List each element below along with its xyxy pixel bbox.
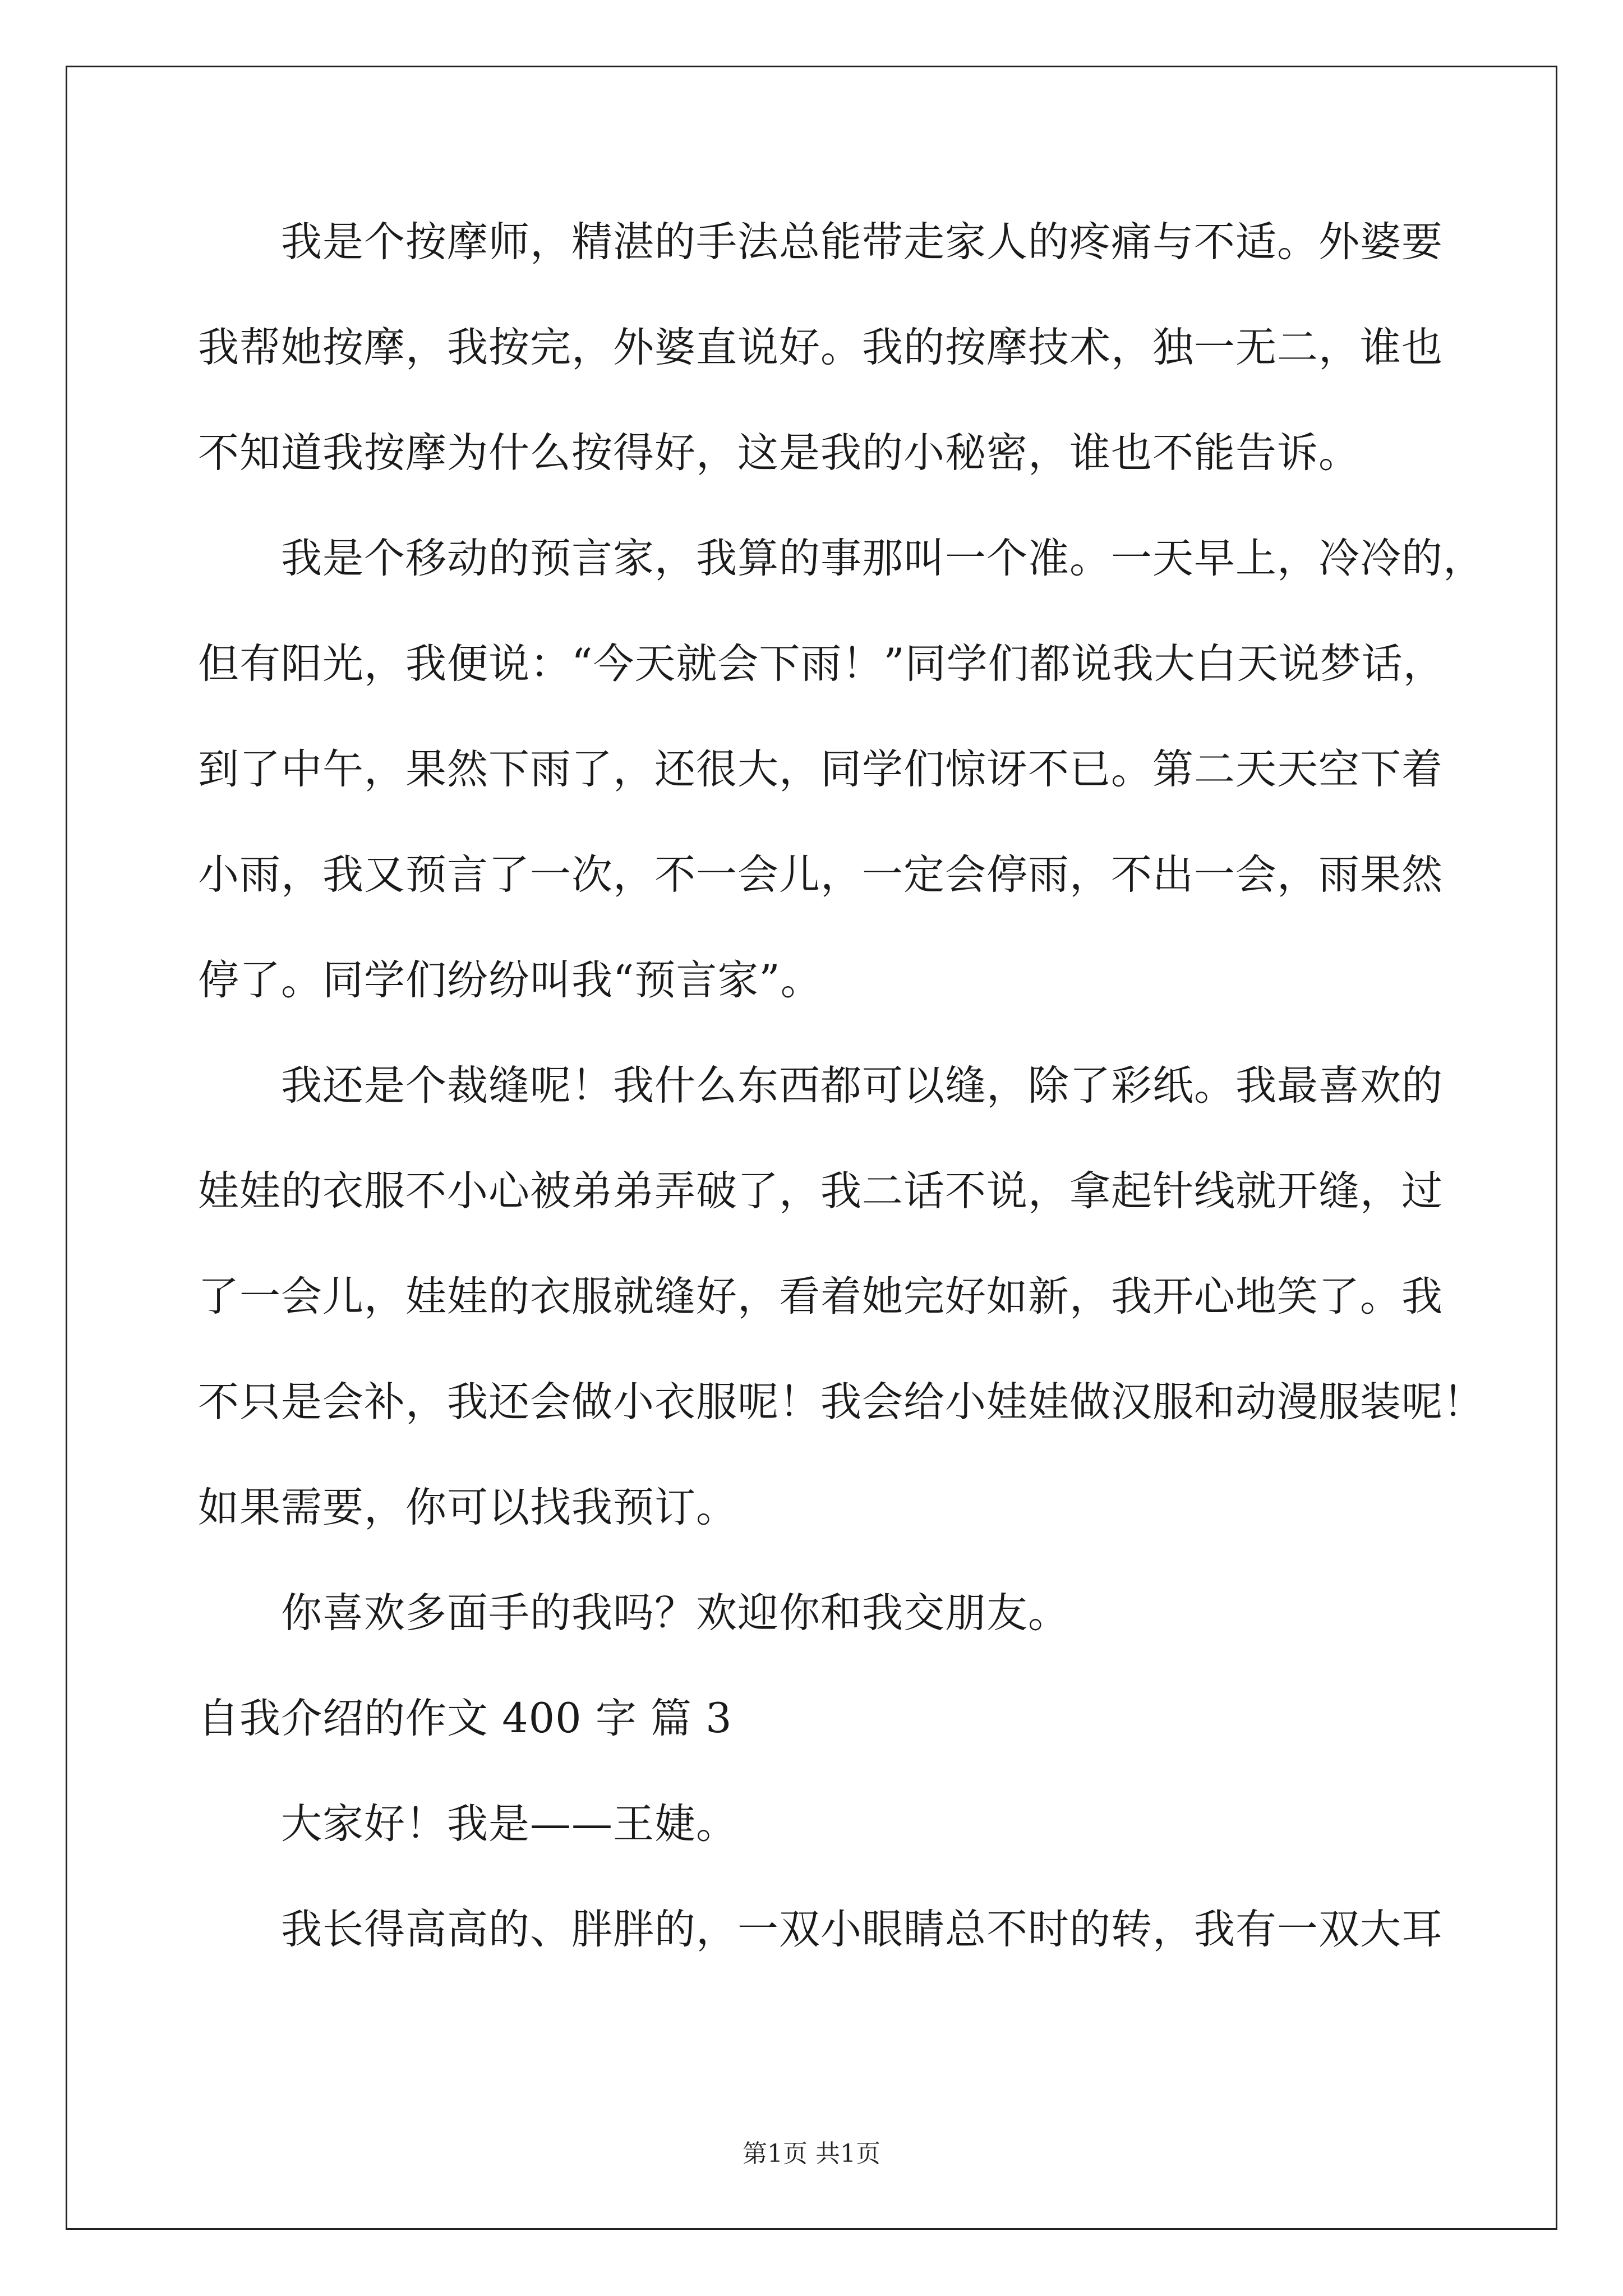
text-line: 我是个按摩师，精湛的手法总能带走家人的疼痛与不适。外婆要 xyxy=(198,218,1443,266)
text-line: 小雨，我又预言了一次，不一会儿，一定会停雨，不出一会，雨果然 xyxy=(198,851,1443,899)
text-line: 娃娃的衣服不小心被弟弟弄破了，我二话不说，拿起针线就开缝，过 xyxy=(198,1167,1443,1215)
text-line: 如果需要，你可以找我预订。 xyxy=(198,1484,737,1531)
text-line: 到了中午，果然下雨了，还很大，同学们惊讶不已。第二天天空下着 xyxy=(198,746,1443,793)
text-line: 停了。同学们纷纷叫我“预言家”。 xyxy=(198,956,822,1004)
text-line: 我还是个裁缝呢！我什么东西都可以缝，除了彩纸。我最喜欢的 xyxy=(198,1062,1443,1110)
text-line: 不知道我按摩为什么按得好，这是我的小秘密，谁也不能告诉。 xyxy=(198,429,1360,477)
text-line: 我是个移动的预言家，我算的事那叫一个准。一天早上，冷冷的， xyxy=(198,535,1484,582)
page-number-footer: 第1页 共1页 xyxy=(743,2139,880,2168)
text-line: 不只是会补，我还会做小衣服呢！我会给小娃娃做汉服和动漫服装呢！ xyxy=(198,1378,1484,1426)
text-line: 了一会儿，娃娃的衣服就缝好，看着她完好如新，我开心地笑了。我 xyxy=(198,1273,1443,1320)
section-heading: 自我介绍的作文 400 字 篇 3 xyxy=(198,1695,732,1742)
text-line: 但有阳光，我便说：“今天就会下雨！”同学们都说我大白天说梦话， xyxy=(198,640,1445,688)
text-line: 我帮她按摩，我按完，外婆直说好。我的按摩技术，独一无二，谁也 xyxy=(198,324,1443,371)
text-line: 你喜欢多面手的我吗？欢迎你和我交朋友。 xyxy=(198,1589,1069,1637)
text-line: 我长得高高的、胖胖的，一双小眼睛总不时的转，我有一双大耳 xyxy=(198,1906,1443,1953)
text-line: 大家好！我是——王婕。 xyxy=(198,1800,737,1848)
